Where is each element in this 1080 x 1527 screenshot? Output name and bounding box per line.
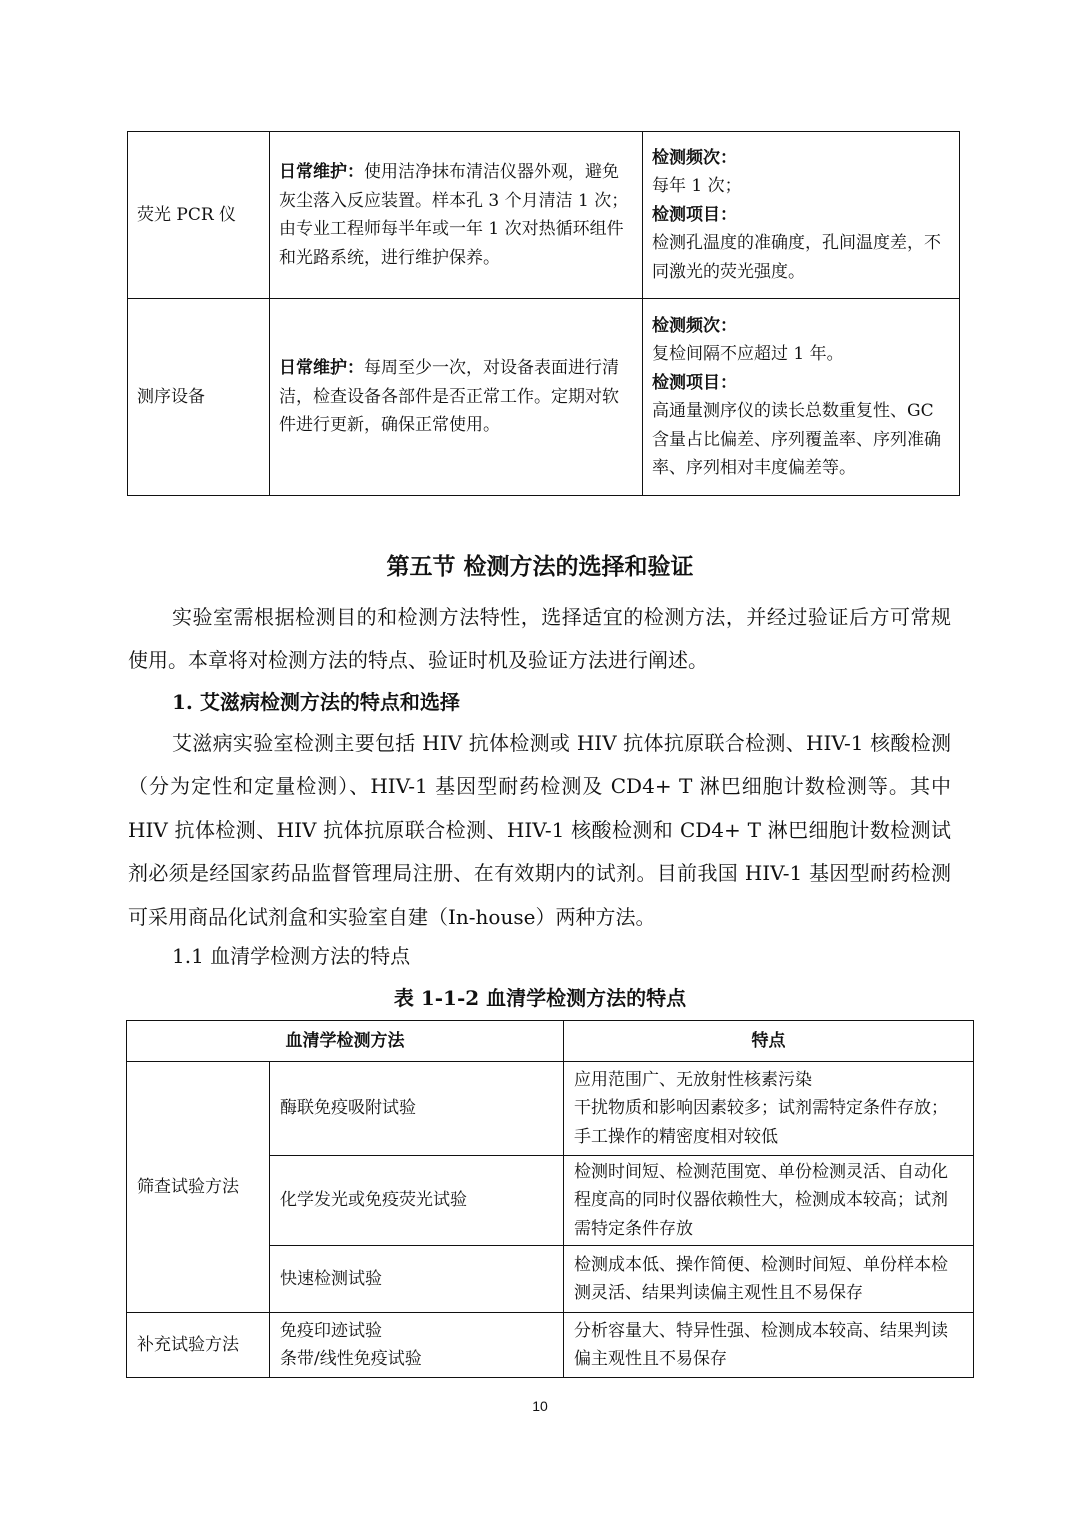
method-cell: 快速检测试验 xyxy=(270,1246,564,1313)
page-number: 10 xyxy=(532,1398,548,1414)
maintenance-cell xyxy=(270,132,643,299)
inspection-cell xyxy=(643,299,960,496)
method-cell: 化学发光或免疫荧光试验 xyxy=(270,1156,564,1246)
subsubsection-heading: 1.1 血清学检测方法的特点 xyxy=(172,944,411,968)
device-name: 荧光 PCR 仪 xyxy=(137,204,237,225)
frequency-label: 检测频次： xyxy=(652,147,737,168)
items-label: 检测项目： xyxy=(652,204,737,225)
frequency-label: 检测频次： xyxy=(652,315,737,336)
feature-cell: 分析容量大、特异性强、检测成本较高、结果判读偏主观性且不易保存 xyxy=(564,1313,974,1378)
paragraph: 艾滋病实验室检测主要包括 HIV 抗体检测或 HIV 抗体抗原联合检测、HIV-1 核酸检测（分为定性和定量检测）、HIV-1 基因型耐药检测及 CD4+ T 淋巴细胞计数检测等。其中 HIV 抗体检测、HIV 抗体抗原联合检测、HIV-1 核酸检测和 CD4+ T 淋巴细胞计数检测试剂必须是经国家药品监督管理局注册、在有效期内的试剂。目前我国 HIV-1 基因型耐药检测可采用商品化试剂盒和实验室自建（In-house）两种方法。 xyxy=(128,731,951,929)
table-row xyxy=(127,1062,974,1156)
group-screening: 筛查试验方法 xyxy=(127,1062,270,1313)
inspection-cell xyxy=(643,132,960,299)
device-cell xyxy=(128,132,270,299)
frequency-text: 每年 1 次； xyxy=(652,176,742,197)
table-row xyxy=(128,132,960,299)
table-row xyxy=(128,299,960,496)
method-cell: 酶联免疫吸附试验 xyxy=(270,1062,564,1156)
device-name: 测序设备 xyxy=(137,386,205,407)
group-supplementary: 补充试验方法 xyxy=(127,1313,270,1378)
header-feature: 特点 xyxy=(564,1021,974,1062)
feature-cell: 应用范围广、无放射性核素污染 干扰物质和影响因素较多；试剂需特定条件存放；手工操作的精密度相对较低 xyxy=(564,1062,974,1156)
items-text: 检测孔温度的准确度，孔间温度差，不同激光的荧光强度。 xyxy=(652,233,941,282)
methods-table xyxy=(126,1020,974,1378)
device-cell xyxy=(128,299,270,496)
header-method: 血清学检测方法 xyxy=(127,1021,564,1062)
section-title: 第五节 检测方法的选择和验证 xyxy=(386,553,694,580)
frequency-text: 复检间隔不应超过 1 年。 xyxy=(652,344,844,364)
feature-cell: 检测时间短、检测范围宽、单份检测灵活、自动化程度高的同时仪器依赖性大，检测成本较高；试剂需特定条件存放 xyxy=(564,1156,974,1246)
feature-cell: 检测成本低、操作简便、检测时间短、单份样本检测灵活、结果判读偏主观性且不易保存 xyxy=(564,1246,974,1313)
subsection-heading: 1. 艾滋病检测方法的特点和选择 xyxy=(172,690,460,714)
table-row xyxy=(127,1313,974,1378)
equipment-table xyxy=(127,131,960,496)
paragraph: 实验室需根据检测目的和检测方法特性，选择适宜的检测方法，并经过验证后方可常规使用。本章将对检测方法的特点、验证时机及验证方法进行阐述。 xyxy=(128,605,951,673)
maintenance-label: 日常维护： xyxy=(279,162,364,182)
items-label: 检测项目： xyxy=(652,372,737,393)
maintenance-cell xyxy=(270,299,643,496)
items-text: 高通量测序仪的读长总数重复性、GC 含量占比偏差、序列覆盖率、序列准确率、序列相对丰度偏差等。 xyxy=(652,401,941,478)
table-header-row xyxy=(127,1021,974,1062)
maintenance-label: 日常维护： xyxy=(279,358,364,379)
table-caption: 表 1-1-2 血清学检测方法的特点 xyxy=(393,986,687,1010)
maintenance-text: 使用洁净抹布清洁仪器外观，避免灰尘落入反应装置。样本孔 3 个月清洁 1 次；由专业工程师每半年或一年 1 次对热循环组件和光路系统，进行维护保养。 xyxy=(279,162,629,268)
method-cell: 免疫印迹试验 条带/线性免疫试验 xyxy=(270,1313,564,1378)
maintenance-text: 每周至少一次，对设备表面进行清洁，检查设备各部件是否正常工作。定期对软件进行更新，确保正常使用。 xyxy=(279,358,619,436)
